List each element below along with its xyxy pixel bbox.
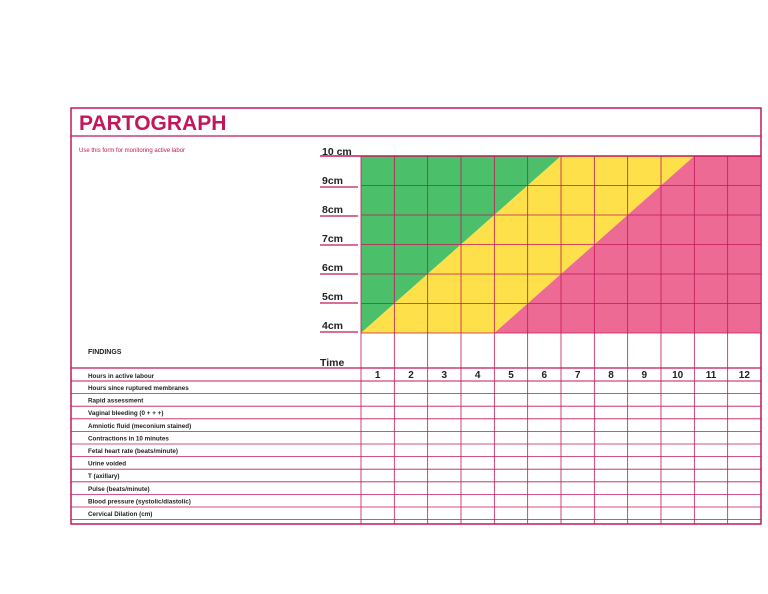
hour-label: 1 <box>374 370 381 381</box>
finding-label: Pulse (beats/minute) <box>88 485 150 493</box>
ylabel-8cm: 8cm <box>322 204 344 216</box>
finding-label: Amniotic fluid (meconium stained) <box>88 422 192 430</box>
hour-label: 11 <box>705 370 717 381</box>
hour-label: 6 <box>541 370 548 381</box>
hour-label: 12 <box>738 370 750 381</box>
ylabel-9cm: 9cm <box>322 175 344 187</box>
finding-label: Hours in active labour <box>88 373 155 380</box>
hour-label: 4 <box>474 370 481 381</box>
form-title: PARTOGRAPH <box>79 112 227 135</box>
form-subtitle: Use this form for monitoring active labor <box>79 148 186 154</box>
hour-label: 3 <box>441 370 448 381</box>
finding-label: Fetal heart rate (beats/minute) <box>88 448 178 455</box>
finding-label: Rapid assessment <box>88 397 144 405</box>
ylabel-7cm: 7cm <box>322 233 344 245</box>
ylabel-10cm: 10 cm <box>322 146 352 158</box>
finding-label: Contractions in 10 minutes <box>88 435 169 443</box>
hour-label: 2 <box>408 370 414 381</box>
hour-label: 7 <box>574 370 581 381</box>
hour-label: 8 <box>608 370 614 381</box>
hour-label: 10 <box>672 370 684 381</box>
hour-label: 9 <box>641 370 648 381</box>
ylabel-5cm: 5cm <box>322 291 344 303</box>
finding-label: Cervical Dilation (cm) <box>88 511 153 518</box>
hour-label: 5 <box>508 370 514 381</box>
ylabel-4cm: 4cm <box>322 320 344 332</box>
findings-label: FINDINGS <box>88 349 122 356</box>
finding-label: Blood pressure (systolic/diastolic) <box>88 498 191 506</box>
time-label: Time <box>320 357 345 369</box>
finding-label: Urine voided <box>88 460 127 468</box>
finding-label: T (axillary) <box>88 473 120 481</box>
finding-label: Vaginal bleeding (0 + + +) <box>88 410 164 418</box>
ylabel-6cm: 6cm <box>322 262 344 274</box>
finding-label: Hours since ruptured membranes <box>88 385 189 392</box>
